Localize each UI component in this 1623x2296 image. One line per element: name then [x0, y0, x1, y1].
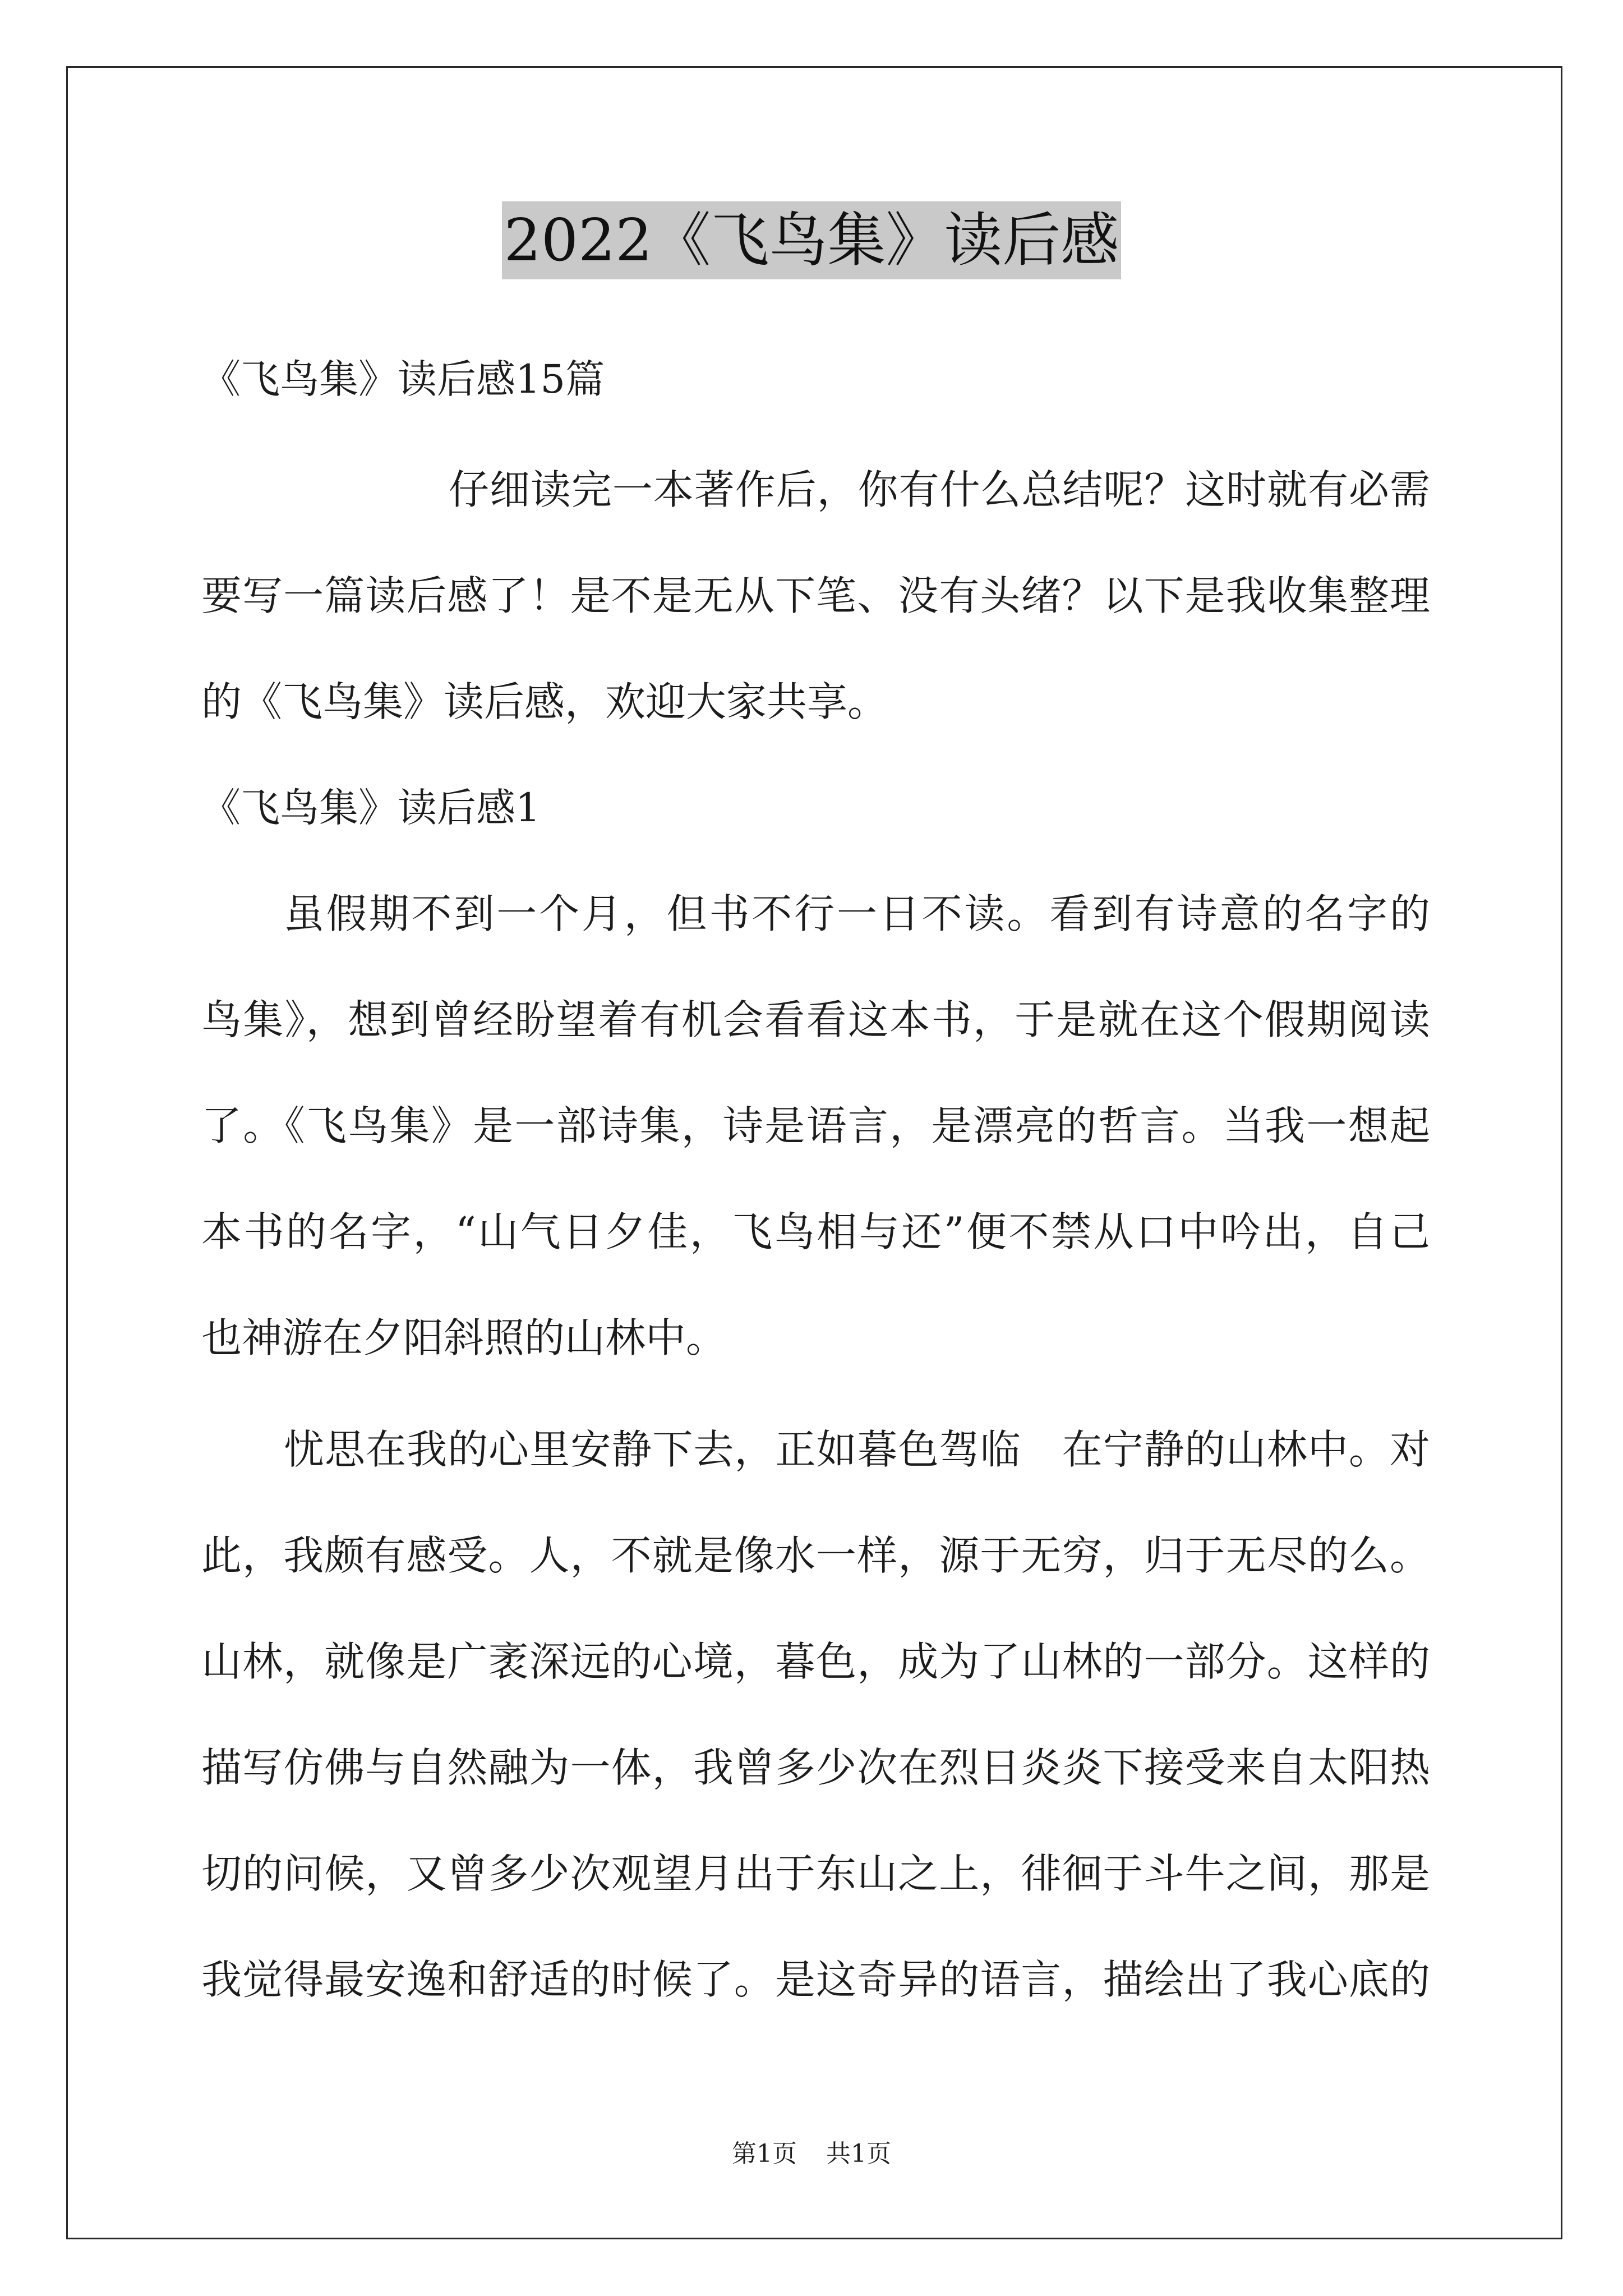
text-line: 仔细读完一本著作后，你有什么总结呢？这时就有必需 — [449, 466, 1430, 513]
page-number-total: 共1页 — [826, 2139, 891, 2168]
text-line: 此，我颇有感受。人，不就是像水一样，源于无穷，归于无尽的么。 — [201, 1532, 1430, 1579]
text-line: 切的问候，又曾多少次观望月出于东山之上，徘徊于斗牛之间，那是 — [201, 1850, 1430, 1897]
essay-paragraph-1 — [201, 861, 1430, 1391]
page-footer — [0, 2140, 1623, 2168]
text-line: 我觉得最安逸和舒适的时候了。是这奇异的语言，描绘出了我心底的 — [201, 1956, 1430, 2003]
text-line: 描写仿佛与自然融为一体，我曾多少次在烈日炎炎下接受来自太阳热 — [201, 1744, 1430, 1791]
text-line: 忧思在我的心里安静下去，正如暮色驾临 在宁静的山林中。对 — [284, 1426, 1430, 1473]
text-line: 了。《飞鸟集》是一部诗集，诗是语言，是漂亮的哲言。当我一想起 — [201, 1102, 1430, 1149]
text-line: 要写一篇读后感了！是不是无从下笔、没有头绪？以下是我收集整理 — [201, 572, 1430, 619]
essay-paragraph-2 — [201, 1397, 1430, 2033]
text-line: 的《飞鸟集》读后感，欢迎大家共享。 — [201, 678, 888, 725]
main-heading: 《飞鸟集》读后感15篇 — [201, 356, 605, 402]
page-number-current: 第1页 — [732, 2139, 797, 2168]
text-line: 本书的名字，“山气日夕佳，飞鸟相与还”便不禁从口中吟出，自己 — [201, 1208, 1430, 1255]
text-line: 鸟集》，想到曾经盼望着有机会看看这本书，于是就在这个假期阅读 — [201, 996, 1430, 1043]
text-line: 山林，就像是广袤深远的心境，暮色，成为了山林的一部分。这样的 — [201, 1638, 1430, 1685]
intro-paragraph — [201, 437, 1430, 755]
text-line: 也神游在夕阳斜照的山林中。 — [201, 1314, 727, 1361]
document-title-row — [0, 201, 1623, 279]
document-title: 2022《飞鸟集》读后感 — [502, 201, 1122, 279]
document-body — [201, 326, 1430, 2033]
essay-heading: 《飞鸟集》读后感1 — [201, 785, 541, 831]
text-line: 虽假期不到一个月，但书不行一日不读。看到有诗意的名字的 — [284, 890, 1430, 937]
